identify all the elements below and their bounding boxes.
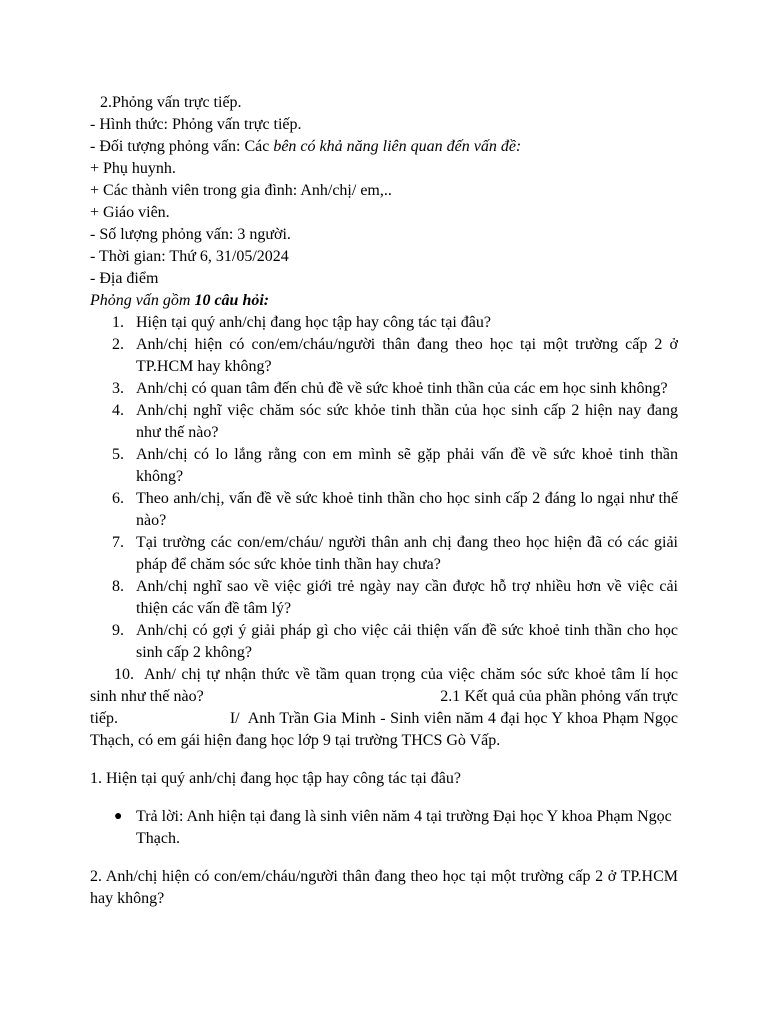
target-item: + Phụ huynh.	[90, 160, 176, 177]
list-item-number: 6.	[112, 490, 124, 507]
question-list	[90, 312, 678, 664]
list-item-number: 7.	[112, 534, 124, 551]
list-item-number: 9.	[112, 622, 124, 639]
interview-time: - Thời gian: Thứ 6, 31/05/2024	[90, 248, 289, 265]
result-question-1: 1. Hiện tại quý anh/chị đang học tập hay công tác tại đâu?	[90, 770, 461, 787]
questions-intro	[90, 290, 678, 312]
list-item-number: 5.	[112, 446, 124, 463]
list-item-text: Anh/chị có quan tâm đến chủ đề về sức khoẻ tinh thần của các em học sinh không?	[136, 380, 668, 397]
interview-place: - Địa điểm	[90, 270, 159, 287]
result-question-2: 2. Anh/chị hiện có con/em/cháu/người thân đang theo học tại một trường cấp 2 ở TP.HCM hay không?	[90, 868, 678, 907]
list-item-text: Tại trường các con/em/cháu/ người thân anh chị đang theo học hiện đã có các giải pháp để chăm sóc sức khỏe tinh thần hay chưa?	[136, 534, 678, 573]
list-item	[90, 400, 678, 444]
list-item	[90, 378, 678, 400]
section-title: 2.Phỏng vấn trực tiếp.	[100, 94, 242, 111]
interview-target-prefix: - Đối tượng phỏng vấn: Các	[90, 138, 274, 155]
list-item-text: Anh/chị hiện có con/em/cháu/người thân đang theo học tại một trường cấp 2 ở TP.HCM hay không?	[136, 336, 678, 375]
bullet-icon: ●	[114, 809, 123, 824]
questions-intro-prefix: Phỏng vấn gồm	[90, 292, 195, 309]
list-item-number: 4.	[112, 402, 124, 419]
target-item: + Giáo viên.	[90, 204, 170, 221]
list-item-number: 8.	[112, 578, 124, 595]
answer-item	[90, 806, 678, 850]
list-item-number: 1.	[112, 314, 124, 331]
interview-target	[90, 136, 678, 158]
list-item-number: 3.	[112, 380, 124, 397]
document-page	[90, 92, 682, 910]
list-item	[90, 444, 678, 488]
list-item	[90, 620, 678, 664]
list-item	[90, 488, 678, 532]
list-item-text: Hiện tại quý anh/chị đang học tập hay công tác tại đâu?	[136, 314, 491, 331]
list-item	[90, 312, 678, 334]
interview-target-italic: bên có khả năng liên quan đến vấn đề:	[273, 138, 522, 155]
target-item: + Các thành viên trong gia đình: Anh/chị/ em,..	[90, 182, 392, 199]
interview-count: - Số lượng phỏng vấn: 3 người.	[90, 226, 291, 243]
interview-form: - Hình thức: Phỏng vấn trực tiếp.	[90, 116, 302, 133]
list-item-text: Anh/chị có lo lắng rằng con em mình sẽ gặp phải vấn đề về sức khoẻ tinh thần không?	[136, 446, 678, 485]
list-item-text: Anh/chị nghĩ việc chăm sóc sức khỏe tinh thần của học sinh cấp 2 hiện nay đang như thế nào?	[136, 402, 678, 441]
answer-text: Trả lời: Anh hiện tại đang là sinh viên năm 4 tại trường Đại học Y khoa Phạm Ngọc Thạch.	[136, 808, 672, 847]
list-item	[90, 532, 678, 576]
list-item-text: Anh/chị nghĩ sao về việc giới trẻ ngày nay cần được hỗ trợ nhiều hơn về việc cải thiện các vấn đề tâm lý?	[136, 578, 678, 617]
questions-intro-bold: 10 câu hỏi:	[194, 292, 270, 309]
list-item	[90, 576, 678, 620]
list-item-number: 2.	[112, 336, 124, 353]
question-10-and-result-heading: 10. Anh/ chị tự nhận thức về tầm quan trọng của việc chăm sóc sức khoẻ tâm lí học sinh như thế nào? 2.1 Kết quả của phần phỏng vấn trực tiếp. I/ Anh Trần Gia Minh - Sinh viên năm 4 đại học Y khoa Phạm Ngọc Thạch, có em gái hiện đang học lớp 9 tại trường THCS Gò Vấp.	[90, 666, 682, 749]
list-item	[90, 334, 678, 378]
list-item-text: Anh/chị có gợi ý giải pháp gì cho việc cải thiện vấn đề sức khoẻ tinh thần cho học sinh cấp 2 không?	[136, 622, 678, 661]
list-item-text: Theo anh/chị, vấn đề về sức khoẻ tinh thần cho học sinh cấp 2 đáng lo ngại như thế nào?	[136, 490, 678, 529]
